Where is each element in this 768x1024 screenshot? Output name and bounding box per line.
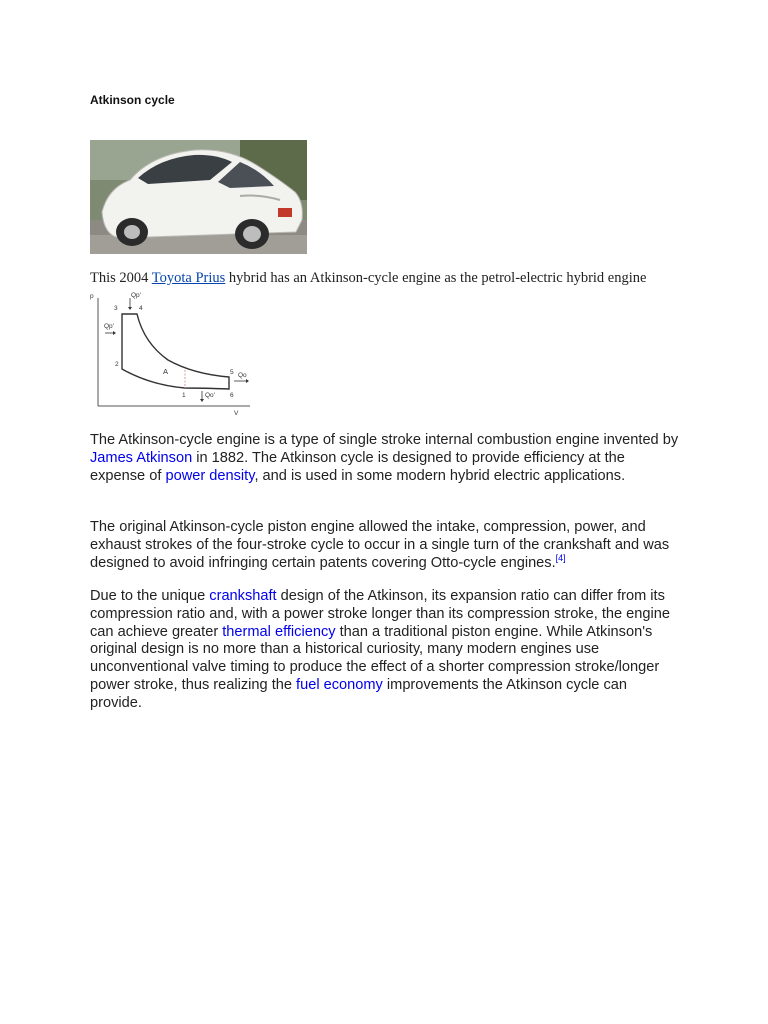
qo-right-label: Qo [238, 372, 247, 379]
p1-text-1: The Atkinson-cycle engine is a type of single stroke internal combustion engine invented by [90, 432, 679, 448]
paragraph-crankshaft [90, 588, 680, 713]
page-title: Atkinson cycle [90, 93, 175, 107]
atkinson-pv-diagram [88, 288, 254, 420]
caption-text-after: hybrid has an Atkinson-cycle engine as the petrol-electric hybrid engine [225, 270, 647, 286]
toyota-prius-photo [90, 140, 307, 254]
p3-text-3: than a traditional piston engine. While Atkinson's original design is no more than a historical curiosity, many modern engines use unconventional valve timing to produce the effect of a shorter compression stroke/longer power stroke, thus realizing the [90, 623, 660, 693]
p3-text-4: improvements the Atkinson cycle can provide. [90, 676, 628, 711]
point-2-label: 2 [115, 361, 119, 368]
point-4-label: 4 [139, 305, 143, 312]
p2-text-1: The original Atkinson-cycle piston engine allowed the intake, compression, power, and exhaust strokes of the four-stroke cycle to occur in a single turn of the crankshaft and was designed to avoid infringing certain patents covering Otto-cycle engines. [90, 519, 670, 571]
point-5-label: 5 [230, 369, 234, 376]
paragraph-intro [90, 432, 680, 485]
p3-text-1: Due to the unique [90, 588, 210, 604]
point-6-label: 6 [230, 392, 234, 399]
point-1-label: 1 [182, 392, 186, 399]
p1-text-3: , and is used in some modern hybrid electric applications. [254, 467, 626, 484]
fuel-economy-link[interactable]: fuel economy [296, 676, 383, 693]
point-3-label: 3 [114, 305, 118, 312]
qp-left-label: Qp' [104, 323, 114, 330]
toyota-prius-link[interactable]: Toyota Prius [151, 270, 226, 286]
p3-text-2: design of the Atkinson, its expansion ratio can differ from its compression ratio and, with a power stroke longer than its compression stroke, the engine can achieve greater [90, 588, 670, 640]
x-axis-label: V [234, 410, 239, 417]
qp-top-label: Qp' [131, 292, 141, 299]
power-density-link[interactable]: power density [165, 467, 255, 484]
caption-text-before: This 2004 [90, 270, 152, 286]
thermal-efficiency-link[interactable]: thermal efficiency [222, 623, 336, 640]
james-atkinson-link[interactable]: James Atkinson [90, 449, 193, 466]
y-axis-label: p [90, 293, 94, 300]
area-label: A [163, 367, 169, 376]
reference-4-link[interactable]: [4] [555, 552, 566, 563]
qo-bottom-label: Qo' [205, 392, 215, 399]
paragraph-original-engine [90, 519, 680, 572]
crankshaft-link[interactable]: crankshaft [209, 588, 277, 604]
p1-text-2: in 1882. The Atkinson cycle is designed to provide efficiency at the expense of [90, 449, 625, 484]
photo-caption [90, 270, 690, 287]
